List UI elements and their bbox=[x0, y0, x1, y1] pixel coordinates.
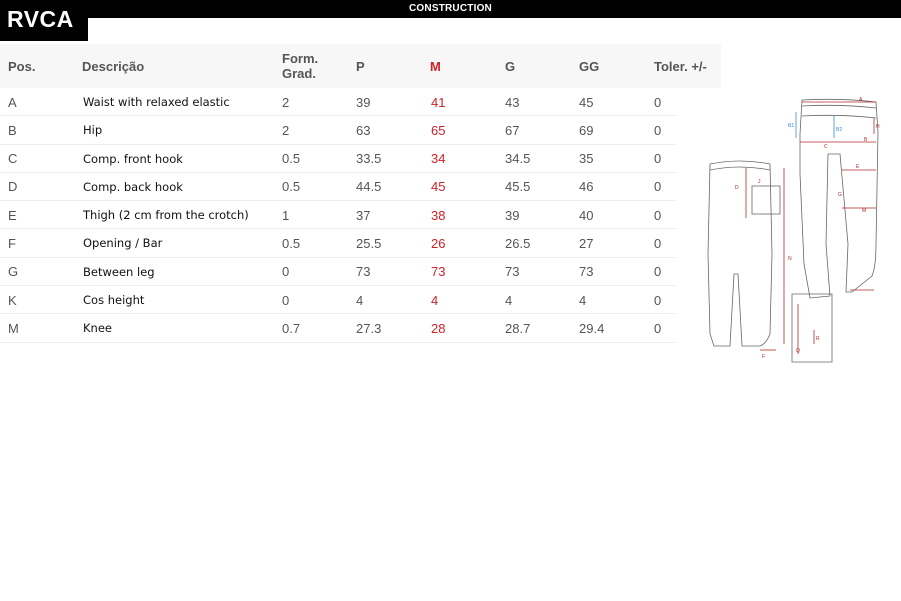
cell-description: Comp. front hook bbox=[83, 151, 183, 166]
diagram-label-d: D bbox=[735, 185, 739, 191]
cell-pos: A bbox=[8, 94, 17, 110]
cell-size-m: 45 bbox=[431, 179, 446, 195]
diagram-label-c: C bbox=[824, 144, 828, 150]
cell-tolerance: 0 bbox=[654, 320, 662, 336]
cell-size-gg: 35 bbox=[579, 151, 594, 167]
table-row bbox=[0, 314, 676, 342]
cell-tolerance: 0 bbox=[654, 264, 662, 280]
diagram-label-g: G bbox=[838, 192, 842, 198]
cell-size-gg: 69 bbox=[579, 122, 594, 138]
cell-description: Thigh (2 cm from the crotch) bbox=[83, 208, 249, 223]
cell-size-g: 73 bbox=[505, 264, 520, 280]
col-header-size-g: G bbox=[505, 58, 516, 74]
cell-description: Between leg bbox=[83, 264, 155, 279]
diagram-label-f: F bbox=[762, 354, 766, 360]
cell-size-g: 43 bbox=[505, 94, 520, 110]
cell-grading: 2 bbox=[282, 122, 290, 138]
cell-description: Waist with relaxed elastic bbox=[83, 95, 230, 109]
cell-description: Comp. back hook bbox=[83, 179, 183, 194]
table-row bbox=[0, 173, 676, 201]
cell-tolerance: 0 bbox=[654, 207, 662, 223]
cell-pos: F bbox=[8, 235, 16, 251]
col-header-tolerance: Toler. +/- bbox=[654, 58, 707, 74]
cell-tolerance: 0 bbox=[654, 292, 662, 308]
measure-lines-blue bbox=[796, 112, 834, 138]
cell-size-m: 4 bbox=[431, 292, 439, 308]
col-header-grading: Form. Grad. bbox=[282, 51, 319, 81]
top-bar bbox=[0, 0, 901, 18]
cell-pos: C bbox=[8, 151, 18, 167]
cell-size-m: 41 bbox=[431, 94, 446, 110]
cell-pos: D bbox=[8, 179, 18, 195]
col-header-size-m: M bbox=[430, 58, 441, 74]
cell-size-m: 73 bbox=[431, 264, 446, 280]
table-row bbox=[0, 201, 676, 229]
cell-size-p: 4 bbox=[356, 292, 364, 308]
cell-size-p: 27.3 bbox=[356, 320, 382, 336]
table-row bbox=[0, 286, 676, 314]
table-row bbox=[0, 145, 676, 173]
cell-grading: 2 bbox=[282, 94, 290, 110]
cell-size-g: 28.7 bbox=[505, 320, 531, 336]
cell-tolerance: 0 bbox=[654, 122, 662, 138]
cell-grading: 1 bbox=[282, 207, 290, 223]
diagram-label-e: E bbox=[856, 164, 860, 170]
cell-pos: E bbox=[8, 207, 17, 223]
cell-grading: 0 bbox=[282, 292, 290, 308]
cell-pos: M bbox=[8, 320, 19, 336]
diagram-label-m: M bbox=[862, 208, 867, 214]
cell-size-m: 26 bbox=[431, 235, 446, 251]
cell-grading: 0.5 bbox=[282, 235, 301, 251]
cell-size-p: 44.5 bbox=[356, 179, 382, 195]
table-row bbox=[0, 258, 676, 286]
cell-size-m: 65 bbox=[431, 122, 446, 138]
cell-size-gg: 27 bbox=[579, 235, 594, 251]
cell-grading: 0.5 bbox=[282, 179, 301, 195]
diagram-label-r: R bbox=[816, 336, 820, 342]
cell-size-p: 25.5 bbox=[356, 235, 382, 251]
table-row bbox=[0, 116, 676, 144]
table-header bbox=[0, 44, 721, 88]
cell-tolerance: 0 bbox=[654, 235, 662, 251]
cell-size-g: 45.5 bbox=[505, 179, 531, 195]
cell-size-p: 37 bbox=[356, 207, 371, 223]
pants-back-outline bbox=[708, 161, 772, 346]
measurement-table-body bbox=[0, 88, 676, 343]
cell-size-gg: 4 bbox=[579, 292, 587, 308]
cell-size-p: 73 bbox=[356, 264, 371, 280]
brand-logo bbox=[0, 0, 88, 41]
measure-lines bbox=[746, 102, 876, 354]
cell-size-gg: 29.4 bbox=[579, 320, 605, 336]
cell-size-m: 28 bbox=[431, 320, 446, 336]
diagram-label-j: J bbox=[758, 179, 761, 185]
cell-grading: 0.5 bbox=[282, 151, 301, 167]
cell-grading: 0.7 bbox=[282, 320, 301, 336]
diagram-label-a: A bbox=[859, 97, 863, 103]
diagram-label-b: B bbox=[864, 137, 868, 143]
cell-size-p: 63 bbox=[356, 122, 371, 138]
cell-size-m: 38 bbox=[431, 207, 446, 223]
diagram-label-q: Q bbox=[796, 348, 800, 354]
logo-text: RVCA bbox=[7, 6, 74, 32]
diagram-label-n: N bbox=[788, 256, 792, 262]
pants-diagram bbox=[700, 94, 901, 364]
diagram-labels bbox=[735, 97, 880, 360]
cell-size-gg: 73 bbox=[579, 264, 594, 280]
cell-pos: K bbox=[8, 292, 17, 308]
cell-size-gg: 46 bbox=[579, 179, 594, 195]
cell-tolerance: 0 bbox=[654, 151, 662, 167]
cell-pos: B bbox=[8, 122, 17, 138]
cell-description: Knee bbox=[83, 321, 112, 336]
col-header-size-p: P bbox=[356, 58, 365, 74]
cell-size-g: 39 bbox=[505, 207, 520, 223]
page-title: CONSTRUCTION bbox=[409, 3, 492, 14]
cell-size-g: 26.5 bbox=[505, 235, 531, 251]
cell-description: Cos height bbox=[83, 293, 145, 308]
cell-grading: 0 bbox=[282, 264, 290, 280]
cell-size-g: 4 bbox=[505, 292, 513, 308]
cell-size-p: 33.5 bbox=[356, 151, 382, 167]
col-header-description: Descrição bbox=[82, 58, 145, 74]
cell-size-gg: 45 bbox=[579, 94, 594, 110]
col-header-pos: Pos. bbox=[8, 58, 36, 74]
cell-tolerance: 0 bbox=[654, 179, 662, 195]
cell-size-g: 34.5 bbox=[505, 151, 531, 167]
cell-pos: G bbox=[8, 264, 19, 280]
diagram-label-h: H bbox=[876, 124, 880, 130]
diagram-label-b2: B2 bbox=[836, 127, 843, 133]
cell-description: Hip bbox=[83, 123, 103, 138]
cell-size-m: 34 bbox=[431, 151, 446, 167]
cell-tolerance: 0 bbox=[654, 94, 662, 110]
table-row bbox=[0, 88, 676, 116]
table-row bbox=[0, 229, 676, 257]
cell-size-g: 67 bbox=[505, 122, 520, 138]
diagram-label-b1: B1 bbox=[788, 123, 795, 129]
cell-size-gg: 40 bbox=[579, 207, 594, 223]
col-header-size-gg: GG bbox=[579, 58, 600, 74]
cell-size-p: 39 bbox=[356, 94, 371, 110]
cell-description: Opening / Bar bbox=[83, 236, 163, 251]
